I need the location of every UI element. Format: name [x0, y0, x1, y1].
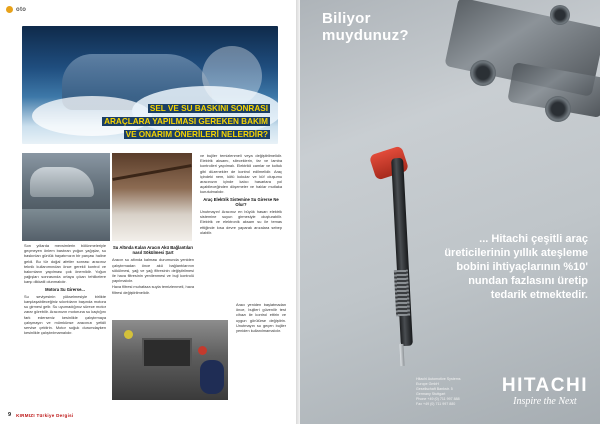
ad-title: [322, 10, 409, 44]
ad-title-line-2: muydunuz?: [322, 27, 409, 44]
branch: [112, 164, 191, 181]
text-column-4: [236, 302, 286, 334]
article-headline: [80, 101, 270, 140]
intro-paragraph: Son yıllarda mevsimlerin bölünmeleriyle geçmeyen önlem bastıran yoğun yağışlar, su baskınları günlük hayatımızın bir parçası haline geldi. Bu tür doğal afetler sonrası aracınız teknik kullanımından önce gerekli kontrol ve bakımların yapılması çok önemlidir. Yoğun yağışları sonrasında ortaya çıkan tehlikelere karşı dikkatli olunmalıdır.: [24, 243, 106, 285]
paragraph: Aracın su altında kalması durumunda yeniden çalıştırmadan önce akü bağlantılarının sökülmesi, yağ ve yağ filtresinin değiştirilmesi ile hava filtresinin yenilenmesi ve buji kontrolü yapılmalıdır.: [112, 257, 194, 284]
contact-line: Phone +49 (0) 711 997 888: [416, 397, 460, 401]
ad-line-5: tedarik etmektedir.: [490, 289, 588, 301]
page-footer: [8, 412, 73, 418]
subheading-electric: Araç Elektrik Sistemine Su Girerse Ne Olur?: [203, 196, 279, 207]
section-dot-icon: [6, 6, 13, 13]
text-column-3: [200, 153, 282, 236]
ignition-coil-tip: [399, 344, 404, 366]
brand-tagline: Inspire the Next: [513, 396, 577, 407]
coil-ring: [550, 5, 570, 25]
hitachi-logo: [502, 376, 588, 407]
ad-line-4: nundan fazlasını üretip: [468, 275, 588, 287]
ad-line-2: üreticilerinin yıllık ateşleme: [444, 247, 588, 259]
section-tag: [6, 6, 26, 13]
subheading-motor-water: Motora Su Girerse...: [45, 286, 85, 292]
ad-contact-info: [416, 377, 461, 407]
contact-line: Europe GmbH: [416, 382, 439, 386]
coil-ring: [545, 96, 571, 122]
contact-line: Fax +49 (0) 711 997 880: [416, 402, 456, 406]
ad-title-line-1: Biliyor: [322, 10, 371, 27]
headline-line-2: ARAÇLARA YAPILMASI GEREKEN BAKIM: [104, 117, 268, 126]
photo-car-in-flood: [22, 153, 110, 241]
headline-line-3: VE ONARIM ÖNERİLERİ NELERDİR?: [125, 130, 268, 139]
ignition-coil-spring: [394, 270, 410, 317]
subheading-battery: Su Altında Kalan Aracın Akü Bağlantıları nasıl Sökülmesi Şart: [112, 245, 194, 256]
coil-ring: [470, 60, 496, 86]
photo-winter-car: [112, 153, 192, 241]
section-label: oto: [16, 6, 27, 13]
paragraph: Su seviyesinin yükselmesiyle birlikte karşılaşabileceğiniz sıkıntıların başında motora su girmesi gelir. Su uyumadığınız sürece motor zarar görebilir. Aracınızın motoruna su kaçtığını fark ederseniz kesinlikle çalıştırmaya çalışmayın ve mümkünse aracınızı yetkili servise çektirin. Motor soğuk durumdayken kesinlikle çalıştırılmamalıdır.: [24, 293, 106, 336]
fluid-cap: [124, 330, 133, 339]
contact-line: Gesellschaft Bankstr. 5: [416, 387, 453, 391]
hitachi-advertisement: [300, 0, 600, 424]
battery: [142, 338, 192, 368]
article-page: [0, 0, 296, 424]
photo-engine-bay: [112, 320, 228, 400]
ad-body-text: [410, 232, 588, 302]
paragraph: Hava filtresi muhafaza suyla temizlenmeli, hava filtresi değiştirilmelidir.: [112, 284, 194, 295]
text-column-2: [112, 243, 194, 296]
page-number: 9: [8, 412, 12, 418]
brand-name: HITACHI: [501, 375, 588, 396]
ad-line-3: bobini ihtiyaçlarının %10': [456, 261, 588, 273]
contact-line: Hitachi Automotive Systems: [416, 377, 461, 381]
paragraph: Aracı yeniden başlatmadan önce, bujileri güvenilir test cihazı ile kontrol ettirin ve uygun görülürse değiştirin. Unutmayın su geçen bujiler yeniden kullanılmamalıdır.: [236, 302, 286, 334]
paragraph: ve bujiler temizlenmeli veya değiştirilmelidir. Elektrik aksamı, sileceklerin, far ve lamba kontrolleri yapılmalı. Elektrikli camlar ve koltuk gibi düzenekler de kontrol edilmelidir. Araç içindeki nem, kötü kokular ve küf oluşumu aracınızın içinde kalıcı hasarlara yol açabileceğinden döşemeler ve halılar mutlaka kurutulmalıdır.: [200, 153, 282, 195]
flood-water: [22, 209, 110, 241]
headline-line-1: SEL VE SU BASKINI SONRASI: [149, 104, 268, 113]
car-window: [30, 167, 94, 197]
hero-photo-flood-car: [22, 26, 278, 144]
water-splash: [202, 46, 262, 106]
paragraph: Unutmayın! Aracınız en büyük hasarı elektrik sistemine suyun girmesiyle oluşturabilir. Elektrik ve elektronik aksam su ile temas ettiğinde kısa devre yaparak arızalara sebep olabilir.: [200, 209, 282, 235]
mechanic-hand: [200, 360, 224, 394]
publication-name: KIRMIZI Türkiye Dergisi: [16, 412, 74, 418]
text-column-1: [24, 243, 106, 336]
contact-line: Germany Stuttgart: [416, 392, 446, 396]
ad-line-1: ... Hitachi çeşitli araç: [479, 233, 588, 245]
fluid-cap: [198, 346, 207, 355]
